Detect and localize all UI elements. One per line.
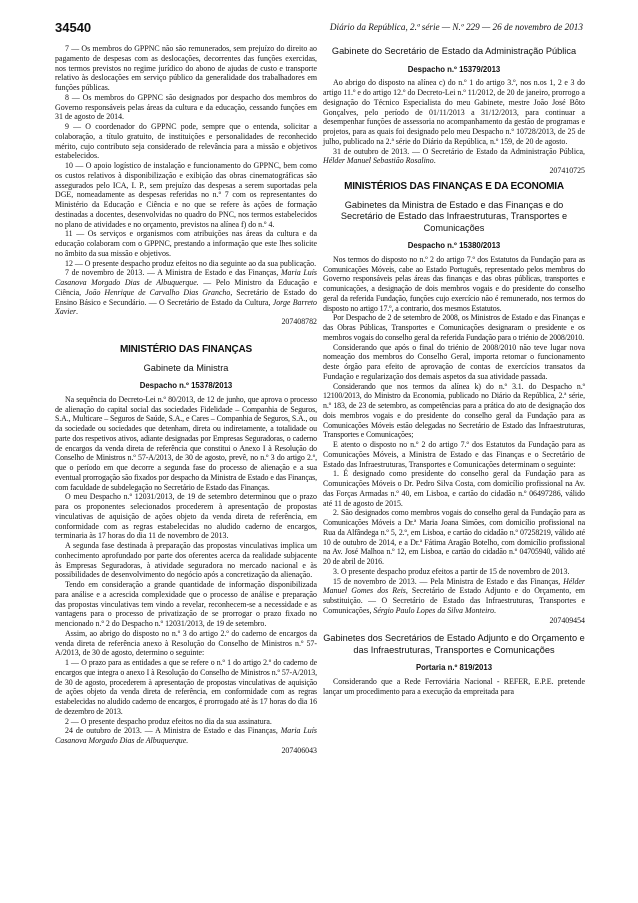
despacho-title: Despacho n.º 15380/2013	[407, 241, 501, 250]
paragraph: Ao abrigo do disposto na alínea c) do n.º 1 do artigo 3.º, nos n.os 1, 2 e 3 do artigo 11.º e do artigo 12.º do Decreto-Lei n.º 11/2012, de 20 de janeiro, prorrogo a designação do Técnico Especialista do meu Gabinete, mestre João José Bôto Gonçalves, pelo período de 01/11/2013 a 31/12/2013, para continuar a desempenhar funções de assessoria no acompanhamento da gestão de programas e projetos, para as quais foi designado pelo meu Despacho n.º 10728/2013, de 25 de julho, publicado na 2.ª série do Diário da República, n.º 159, de 20 de agosto.	[323, 78, 585, 146]
reference-number: 207410725	[549, 166, 585, 175]
left-column	[55, 44, 317, 756]
ministry-heading: MINISTÉRIO DAS FINANÇAS	[119, 343, 253, 355]
despacho-title: Despacho n.º 15378/2013	[139, 381, 233, 390]
paragraph: 7 — Os membros do GPPNC não são remunerados, sem prejuízo do direito ao pagamento de despesas com as deslocações, decorrentes das funções exercidas, nos termos previstos no regime jurídico do abono de ajudas de custo e transporte relativo às deslocações em serviço público da generalidade dos trabalhadores em funções públicas.	[55, 44, 317, 92]
signatory-name: Maria Luís Casanova Morgado Dias de Albuquerque.	[55, 726, 317, 745]
paragraph: 2 — O presente despacho produz efeitos no dia da sua assinatura.	[65, 716, 272, 726]
reference-number: 207409454	[549, 615, 585, 625]
signature-block: 31 de outubro de 2013. — O Secretário de Estado da Administração Pública, Hélder Manuel Sebastião Rosalino.	[323, 146, 585, 166]
signatory-name: Jorge Barreto Xavier	[55, 297, 317, 317]
paragraph: Considerando que a Rede Ferroviária Nacional - REFER, E.P.E. pretende lançar um procedimento para a execução da empreitada para	[323, 677, 585, 696]
paragraph: E atento o disposto no n.º 2 do artigo 7.º dos Estatutos da Fundação para as Comunicações Móveis, a Ministra de Estado e das Finanças e o Secretário de Estado das Infraestruturas, Transportes e Comunicações determinam o seguinte:	[323, 440, 585, 469]
paragraph: 12 — O presente despacho produz efeitos no dia seguinte ao da sua publicação.	[65, 258, 317, 268]
signatory-name: Maria Luís Casanova Morgado Dias de Albuquerque.	[55, 268, 317, 287]
paragraph: 1 — O prazo para as entidades a que se refere o n.º 1 do artigo 2.º do caderno de encargos que integra o anexo I à Resolução do Conselho de Ministros n.º 57-A/2013, de 30 de agosto, procederem à apresentação de propostas vinculativas de aquisição de ações objeto da venda direta de referência, em conformidade com as regras estabelecidas no aludido caderno de encargos, é prorrogado até às 17 horas do dia 16 de dezembro de 2013.	[55, 658, 317, 716]
office-heading: Gabinetes da Ministra de Estado e das Finanças e do Secretário de Estado das Infraestruturas, Transportes e Comunicações	[340, 199, 568, 233]
paragraph: 10 — O apoio logístico de instalação e funcionamento do GPPNC, bem como os custos relativos à disponibilização e exibição das obras cinematográficas são assegurados pelo ICA, I. P., sem prejuízo das despesas a serem suportadas pela DGE, nomeadamente as despesas referidas no n.º 7 com os representantes do Ministério da Educação e Ciência e no que se refere às ações de formação destinadas a docentes, desenvolvidas no quadro do PNC, nos termos estabelecidos no plano de atividades e no orçamento, previstos na alínea f) do n.º 4.	[55, 161, 317, 229]
paragraph: A segunda fase destinada à preparação das propostas vinculativas implica um conhecimento aprofundado por parte dos oferentes acerca da realidade subjacente às Empresas Seguradoras, à atividade seguradora no mercado nacional e às possibilidades de desenvolvimento do negócio após a concretização da alienação.	[55, 541, 317, 580]
portaria-title: Portaria n.º 819/2013	[415, 663, 493, 673]
signatory-name: Sérgio Paulo Lopes da Silva Monteiro	[373, 605, 495, 615]
office-heading: Gabinetes dos Secretários de Estado Adjunto e do Orçamento e das Infraestruturas, Transportes e Comunicações	[323, 633, 585, 655]
paragraph: Considerando que nos termos da alínea k) do n.º 3.1. do Despacho n.º 12100/2013, do Ministro da Economia, publicado no Diário da República, 2.ª série, n.º 183, de 23 de setembro, as competências para a prática do ato de designação dos dois membros vogais e do presidente do conselho geral da Fundação para as Comunicações Móveis estão delegadas no Secretário de Estado das Infraestruturas, Transportes e Comunicações;	[323, 381, 585, 440]
paragraph: 9 — O coordenador do GPPNC pode, sempre que o entenda, solicitar a colaboração, a título gratuito, de instituições e personalidades de reconhecido mérito, cujo contributo seja considerado de relevância para a missão e objetivos estabelecidos.	[55, 122, 317, 161]
signature-block: 7 de novembro de 2013. — A Ministra de Estado e das Finanças, Maria Luís Casanova Morgado Dias de Albuquerque. — Pelo Ministro da Educação e Ciência, João Henrique de Carvalho Dias Grancho, Secretário de Estado do Ensino Básico e Secundário. — O Secretário de Estado da Cultura, Jorge Barreto Xavier.	[55, 268, 317, 317]
signature-block: 15 de novembro de 2013. — Pela Ministra de Estado e das Finanças, Hélder Manuel Gomes dos Reis, Secretário de Estado Adjunto e do Orçamento, em substituição. — O Secretário de Estado das Infraestruturas, Transportes e Comunicações, Sérgio Paulo Lopes da Silva Monteiro.	[323, 576, 585, 615]
signatory-name: João Henrique de Carvalho Dias Grancho	[85, 287, 231, 297]
paragraph: Na sequência do Decreto-Lei n.º 80/2013, de 12 de junho, que aprova o processo de alienação do capital social das sociedades Fidelidade – Companhia de Seguros, S.A., Multicare – Seguros de Saúde, S.A., e Cares – Companhia de Seguros, S.A., ou da sociedade ou sociedades que detenham, direta ou indiretamente, a totalidade ou parte dos respetivos ativos, adiante designadas por Empresas Seguradoras, o caderno de encargos da venda direta de referência que constitui o Anexo I à Resolução do Conselho de Ministros n.º 57-A/2013, de 30 de agosto, prevê, no n.º 3 do artigo 2.º, que o período em que decorre a segunda fase do processo de alienação e a sua eventual prorrogação são fixados por despacho da Ministra de Estado e das Finanças, com faculdade de subdelegação no Secretário de Estado das Finanças.	[55, 394, 317, 492]
paragraph: Tendo em consideração a grande quantidade de informação disponibilizada para análise e a acrescida complexidade que o processo de análise e preparação das propostas vinculativas tem vindo a revelar, reconhecem-se a necessidade e as vantagens para o processo de privatização de se prorrogar o prazo fixado no mencionado n.º 2 do Despacho n.º 12031/2013, de 19 de setembro.	[55, 580, 317, 628]
signatory-name: Hélder Manuel Sebastião Rosalino	[323, 156, 434, 166]
despacho-title: Despacho n.º 15379/2013	[407, 64, 501, 74]
paragraph: 1. É designado como presidente do conselho geral da Fundação para as Comunicações Móveis o Dr. Pedro Silva Costa, com domicílio profissional na Av. das Forças Armadas n.º 40, em Lisboa, e cartão do cidadão n.º 06497286, válido até 11 de agosto de 2015.	[323, 469, 585, 508]
paragraph: 8 — Os membros do GPPNC são designados por despacho dos membros do Governo responsáveis pelas áreas da cultura e da educação, cessando funções em 31 de agosto de 2014.	[55, 92, 317, 122]
paragraph: Assim, ao abrigo do disposto no n.º 3 do artigo 2.º do caderno de encargos da venda direta de referência anexo à Resolução do Conselho de Ministros n.º 57-A/2013, de 30 de agosto, determino o seguinte:	[55, 628, 317, 658]
right-column	[323, 44, 585, 697]
paragraph: 3. O presente despacho produz efeitos a partir de 15 de novembro de 2013.	[333, 566, 570, 576]
page-header	[55, 20, 583, 36]
running-title: Diário da República, 2.ª série — N.º 229 — 26 de novembro de 2013	[329, 22, 583, 32]
signatory-name: Hélder Manuel Gomes dos Reis	[323, 576, 585, 596]
paragraph: 11 — Os serviços e organismos com atribuições nas áreas da cultura e da educação colaboram com o GPPNC, prestando a informação que este lhes solicite no âmbito da sua missão e objetivos.	[55, 229, 317, 258]
ministry-heading: MINISTÉRIOS DAS FINANÇAS E DA ECONOMIA	[344, 180, 564, 192]
office-heading: Gabinete da Ministra	[143, 362, 229, 373]
reference-number: 207406043	[281, 745, 317, 755]
paragraph: Por Despacho de 2 de setembro de 2008, os Ministros de Estado e das Finanças e das Obras Públicas, Transportes e Comunicações designaram o presidente e os membros vogais do conselho geral da referida Fundação para o triénio de 2008/2010.	[323, 313, 585, 342]
reference-number: 207408782	[281, 317, 317, 326]
paragraph: 2. São designados como membros vogais do conselho geral da Fundação para as Comunicações Móveis a Dr.ª Maria Joana Simões, com domicílio profissional na Rua da Alfândega n.º 5, 2.º, em Lisboa, e cartão do cidadão n.º 07258219, válido até 10 de outubro de 2014, e a Dr.ª Fátima Aragão Botelho, com domicílio profissional na Av. José Malhoa n.º 12, em Lisboa, e cartão do cidadão n.º 04705940, válido até 20 de abril de 2016.	[323, 508, 585, 566]
signature-block: 24 de outubro de 2013. — A Ministra de Estado e das Finanças, Maria Luís Casanova Morgado Dias de Albuquerque.	[55, 726, 317, 745]
paragraph: O meu Despacho n.º 12031/2013, de 19 de setembro determinou que o prazo para os proponentes selecionados procederem à apresentação de propostas vinculativas de aquisição de ações objeto da venda direta de referência, em conformidade com as regras estabelecidas no aludido caderno de encargos, terminaria às 17 horas do dia 11 de novembro de 2013.	[55, 492, 317, 541]
paragraph: Considerando que após o final do triénio de 2008/2010 não teve lugar nova nomeação dos membros do Conselho Geral, importa retomar o funcionamento deste órgão para efeito de aprovação de contas de exercícios transatos da Fundação e regularização dos demais aspetos da sua atividade passada.	[323, 342, 585, 381]
office-heading: Gabinete do Secretário de Estado da Administração Pública	[331, 46, 577, 56]
page-number: 34540	[55, 20, 92, 35]
paragraph: Nos termos do disposto no n.º 2 do artigo 7.º dos Estatutos da Fundação para as Comunicações Móveis, cabe ao Estado Português, representado pelos membros do Governo responsáveis pelas áreas das finanças e das obras públicas, transportes e comunicações, a designação de dois membros vogais e do presidente do conselho geral da referida Fundação, funções cujo exercício não é remunerado, nos termos do disposto no artigo 17.º, a contrario, dos mesmos Estatutos.	[323, 254, 585, 313]
